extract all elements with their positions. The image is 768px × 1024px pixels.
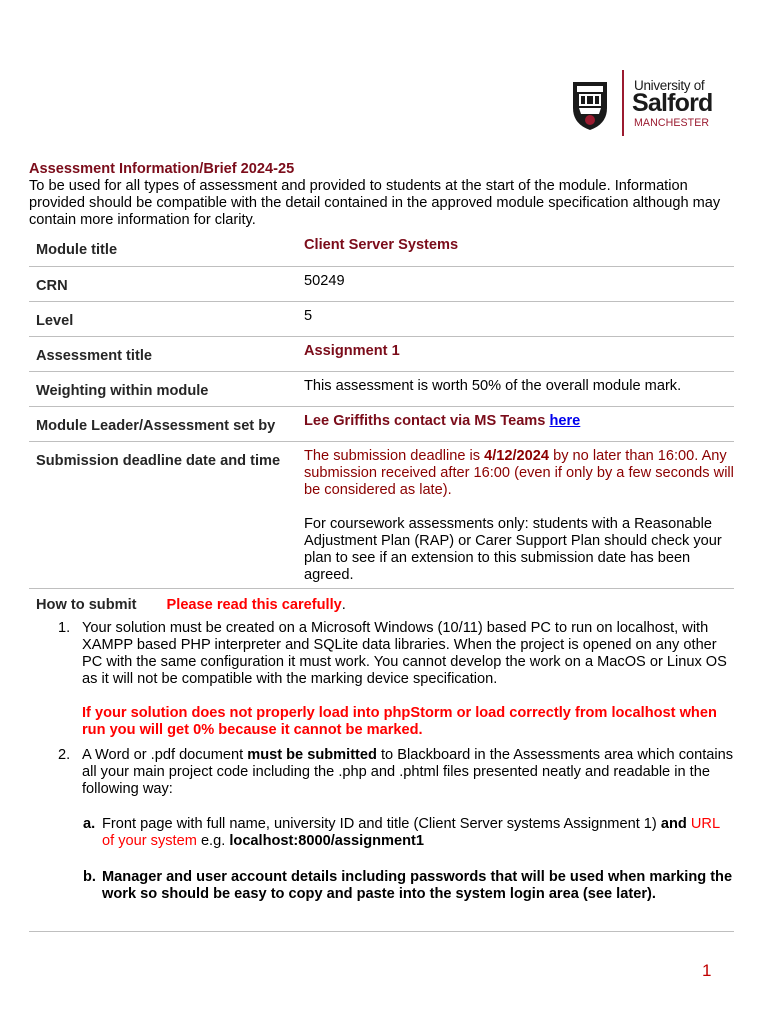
read-carefully-warning: Please read this carefully: [166, 597, 342, 613]
sub-a-eg: e.g.: [196, 833, 230, 849]
step-2-text-b: to Blackboard in the Assessments area which contains all your main project code including the .php and .phtml files presented neatly and readable in the following way:: [82, 747, 734, 797]
table-row-weighting: [29, 371, 734, 406]
sub-b-text: Manager and user account details including passwords that will be used when marking the work so should be easy to copy and paste into the system login area (see later).: [102, 869, 733, 902]
sub-a-and: and: [660, 816, 687, 832]
table-row-module-title: [29, 231, 734, 266]
how-to-submit-label: How to submit: [36, 597, 137, 613]
list-item: [55, 816, 735, 850]
sub-letter: b.: [83, 869, 96, 885]
label-level: Level: [36, 312, 74, 329]
warning-period: .: [341, 597, 346, 613]
label-deadline: Submission deadline date and time: [36, 452, 281, 469]
submission-steps: [55, 620, 735, 903]
deadline-text-a: The submission deadline is: [304, 447, 485, 464]
value-assessment-title: Assignment 1: [304, 342, 400, 359]
step-2-text-a: A Word or .pdf document: [82, 747, 248, 763]
step-1-text: Your solution must be created on a Microsoft Windows (10/11) based PC to run on localhost, with XAMPP based PHP interpreter and SQLite data libraries. When the project is opened on any other PC with the same configuration it must work. You cannot develop the work on a MacOS or Linux OS as it will not be compatible with the marking device specification.: [82, 620, 727, 687]
table-row-assessment-title: [29, 336, 734, 371]
table-row-level: [29, 301, 734, 336]
table-row-crn: [29, 266, 734, 301]
university-logo: [571, 68, 716, 140]
how-to-submit: [36, 597, 346, 613]
label-assessment-title: Assessment title: [36, 347, 152, 364]
step-2-bold: must be submitted: [247, 747, 377, 763]
page-number: 1: [702, 961, 712, 980]
value-weighting: This assessment is worth 50% of the overall module mark.: [304, 377, 682, 394]
ms-teams-link[interactable]: here: [549, 412, 581, 429]
label-module-title: Module title: [36, 242, 118, 258]
value-deadline: [297, 441, 734, 588]
crest-icon: [571, 78, 609, 130]
sub-letter: a.: [83, 816, 96, 832]
sub-a-text: [102, 816, 735, 850]
logo-line-salford: Salford: [632, 89, 713, 117]
label-module-leader: Module Leader/Assessment set by: [36, 417, 276, 434]
list-item: [55, 620, 735, 739]
label-weighting: Weighting within module: [36, 382, 209, 399]
list-item: [55, 869, 735, 903]
brief-intro: To be used for all types of assessment and provided to students at the start of the module. Information provided should be compatible with the detail contained in the approved module specification although may contain more information for clarity.: [29, 178, 721, 228]
logo-line-manchester: MANCHESTER: [634, 117, 710, 129]
brief-heading: Assessment Information/Brief 2024-25: [29, 161, 295, 177]
step-number: 2.: [58, 747, 71, 763]
table-row-module-leader: [29, 406, 734, 441]
deadline-text-b: by no later than 16:00. Any submission received after 16:00 (even if only by a few seconds will be considered as late).: [304, 447, 734, 498]
value-crn: 50249: [304, 272, 345, 289]
rap-paragraph: For coursework assessments only: students with a Reasonable Adjustment Plan (RAP) or Carer Support Plan should check your plan to see if an extension to this submission date has been agreed.: [304, 515, 722, 583]
step-number: 1.: [58, 620, 71, 636]
deadline-paragraph: [304, 448, 734, 499]
step-2-text: [82, 747, 735, 798]
logo-divider: [622, 70, 624, 136]
value-module-title: Client Server Systems: [304, 237, 459, 253]
deadline-date: 4/12/2024: [484, 447, 550, 464]
logo-line-university: University of: [634, 78, 705, 93]
assessment-info-table: [29, 231, 734, 589]
module-leader-text: Lee Griffiths contact via MS Teams: [304, 412, 546, 429]
list-item: [55, 747, 735, 798]
footer-divider: [29, 931, 734, 932]
sub-a-example-url: localhost:8000/assignment1: [229, 833, 425, 849]
label-crn: CRN: [36, 277, 68, 294]
sub-a-text-a: Front page with full name, university ID and title (Client Server systems Assignment 1): [102, 816, 661, 832]
value-level: 5: [304, 307, 313, 324]
step-1-warning: If your solution does not properly load into phpStorm or load correctly from localhost when run you will get 0% because it cannot be marked.: [82, 705, 717, 738]
value-module-leader: [297, 406, 734, 441]
sub-a-url-label: URL of your system: [102, 816, 720, 849]
table-row-deadline: [29, 441, 734, 588]
